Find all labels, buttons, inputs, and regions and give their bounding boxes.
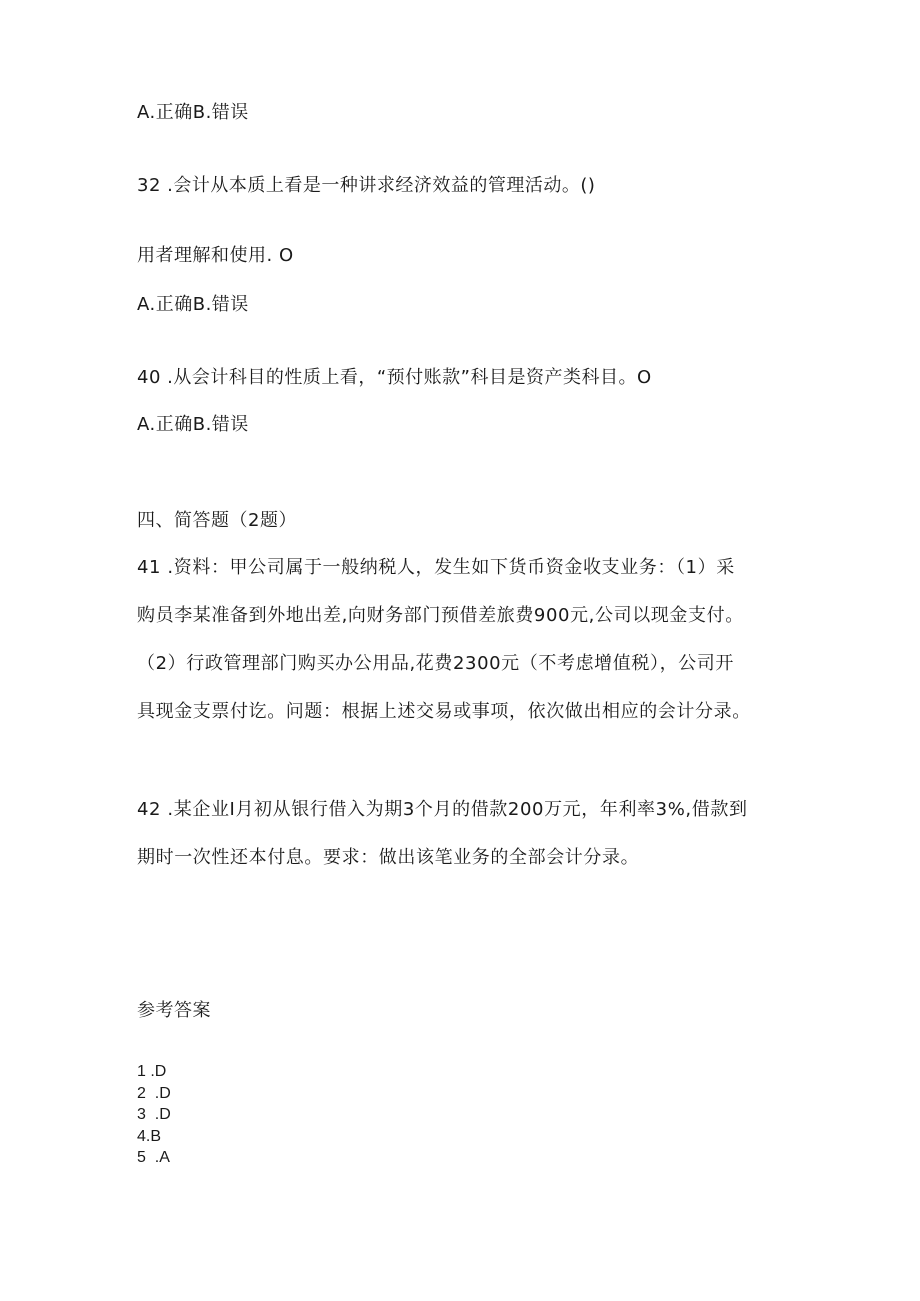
answer-item: 3 .D: [137, 1106, 171, 1123]
q39-options: A.正确B.错误: [137, 294, 249, 315]
q40-options: A.正确B.错误: [137, 414, 249, 435]
q31-options: A.正确B.错误: [137, 102, 249, 123]
answer-item: 5 .A: [137, 1149, 170, 1166]
answer-item: 4.B: [137, 1127, 162, 1145]
question-41-line: 购员李某准备到外地出差,向财务部门预借差旅费900元,公司以现金支付。: [137, 605, 744, 626]
answer-list: [137, 1061, 171, 1169]
question-41-line: 41 .资料：甲公司属于一般纳税人，发生如下货币资金收支业务：（1）采: [137, 557, 735, 578]
section-heading: 四、简答题（2题）: [137, 510, 297, 531]
question-41-line: （2）行政管理部门购买办公用品,花费2300元（不考虑增值税），公司开: [137, 653, 734, 674]
question-39-fragment: 用者理解和使用. O: [137, 245, 294, 266]
question-41-line: 具现金支票付讫。问题：根据上述交易或事项，依次做出相应的会计分录。: [137, 701, 751, 722]
answers-heading: 参考答案: [137, 1000, 211, 1021]
question-41: [137, 544, 797, 736]
question-32: 32 .会计从本质上看是一种讲求经济效益的管理活动。(): [137, 175, 596, 196]
question-42-line: 期时一次性还本付息。要求：做出该笔业务的全部会计分录。: [137, 847, 640, 868]
question-42: [137, 786, 797, 882]
question-40: 40 .从会计科目的性质上看，“预付账款”科目是资产类科目。O: [137, 367, 652, 388]
question-42-line: 42 .某企业I月初从银行借入为期3个月的借款200万元，年利率3%,借款到: [137, 799, 748, 820]
answer-item: 2 .D: [137, 1084, 171, 1102]
answer-item: 1 .D: [137, 1063, 167, 1080]
